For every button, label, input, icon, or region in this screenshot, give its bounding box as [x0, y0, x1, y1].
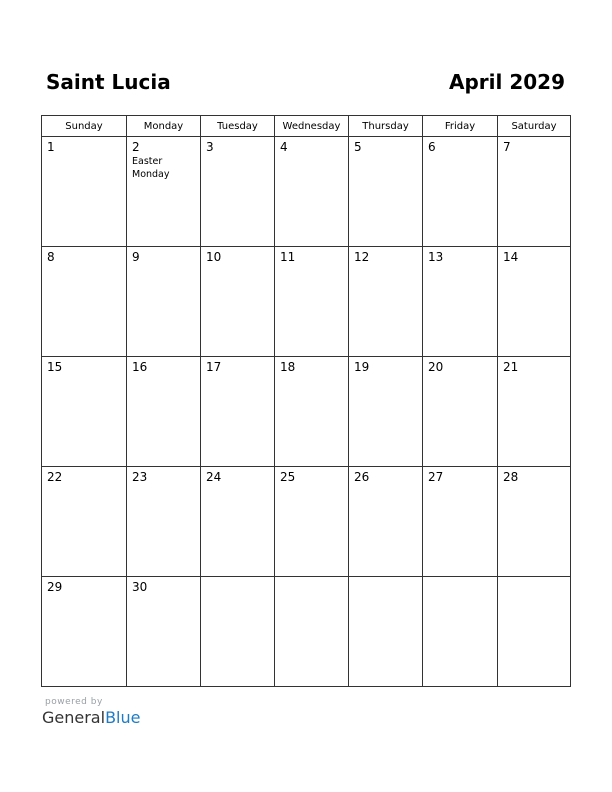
day-cell	[423, 137, 498, 247]
day-number: 12	[354, 250, 370, 264]
day-number: 14	[503, 250, 519, 264]
calendar-grid	[41, 115, 571, 687]
day-number: 18	[280, 360, 296, 374]
weekday-header: Friday	[423, 116, 498, 137]
day-cell	[498, 577, 571, 687]
day-number: 13	[428, 250, 444, 264]
week-row	[42, 357, 571, 467]
day-number: 27	[428, 470, 444, 484]
day-cell	[275, 467, 349, 577]
day-cell	[349, 357, 423, 467]
day-number: 4	[280, 140, 288, 154]
day-number: 29	[47, 580, 63, 594]
day-cell	[201, 247, 275, 357]
day-cell	[127, 577, 201, 687]
week-row	[42, 467, 571, 577]
day-cell	[275, 137, 349, 247]
day-cell	[423, 467, 498, 577]
day-cell	[201, 137, 275, 247]
brand-blue: Blue	[105, 708, 141, 727]
day-cell	[423, 357, 498, 467]
month-year-title: April 2029	[449, 70, 565, 94]
day-number: 28	[503, 470, 519, 484]
day-cell	[423, 577, 498, 687]
day-number: 16	[132, 360, 148, 374]
brand-logo	[42, 708, 140, 727]
weeks-container	[42, 137, 571, 687]
day-cell	[349, 247, 423, 357]
day-cell	[498, 467, 571, 577]
day-cell	[498, 137, 571, 247]
day-cell	[275, 577, 349, 687]
day-cell	[498, 357, 571, 467]
day-number: 1	[47, 140, 55, 154]
day-cell	[127, 467, 201, 577]
day-number: 17	[206, 360, 222, 374]
day-number: 20	[428, 360, 444, 374]
day-number: 25	[280, 470, 296, 484]
week-row	[42, 247, 571, 357]
day-number: 6	[428, 140, 436, 154]
day-number: 9	[132, 250, 140, 264]
day-cell	[127, 357, 201, 467]
weekday-header-row	[42, 116, 571, 137]
weekday-header: Saturday	[498, 116, 571, 137]
day-cell	[42, 357, 127, 467]
day-number: 5	[354, 140, 362, 154]
day-cell	[127, 137, 201, 247]
day-cell	[201, 357, 275, 467]
day-number: 24	[206, 470, 222, 484]
day-cell	[275, 247, 349, 357]
day-cell	[349, 577, 423, 687]
week-row	[42, 137, 571, 247]
weekday-header: Sunday	[42, 116, 127, 137]
day-cell	[42, 137, 127, 247]
day-number: 30	[132, 580, 148, 594]
day-number: 2	[132, 140, 140, 154]
powered-by-text: powered by	[45, 697, 103, 707]
country-title: Saint Lucia	[46, 70, 171, 94]
day-number: 7	[503, 140, 511, 154]
weekday-header: Monday	[127, 116, 201, 137]
day-number: 15	[47, 360, 63, 374]
week-row	[42, 577, 571, 687]
day-cell	[201, 467, 275, 577]
day-cell	[42, 467, 127, 577]
weekday-header: Wednesday	[275, 116, 349, 137]
day-cell	[498, 247, 571, 357]
weekday-header: Tuesday	[201, 116, 275, 137]
day-cell	[423, 247, 498, 357]
day-cell	[42, 577, 127, 687]
day-number: 11	[280, 250, 296, 264]
day-cell	[127, 247, 201, 357]
day-number: 26	[354, 470, 370, 484]
day-number: 10	[206, 250, 222, 264]
day-number: 21	[503, 360, 519, 374]
day-number: 3	[206, 140, 214, 154]
day-number: 22	[47, 470, 63, 484]
holiday-label: Easter Monday	[132, 156, 170, 180]
day-cell	[201, 577, 275, 687]
day-cell	[349, 467, 423, 577]
day-cell	[42, 247, 127, 357]
day-number: 8	[47, 250, 55, 264]
day-cell	[349, 137, 423, 247]
day-number: 19	[354, 360, 370, 374]
day-cell	[275, 357, 349, 467]
weekday-header: Thursday	[349, 116, 423, 137]
brand-general: General	[42, 708, 106, 727]
day-number: 23	[132, 470, 148, 484]
